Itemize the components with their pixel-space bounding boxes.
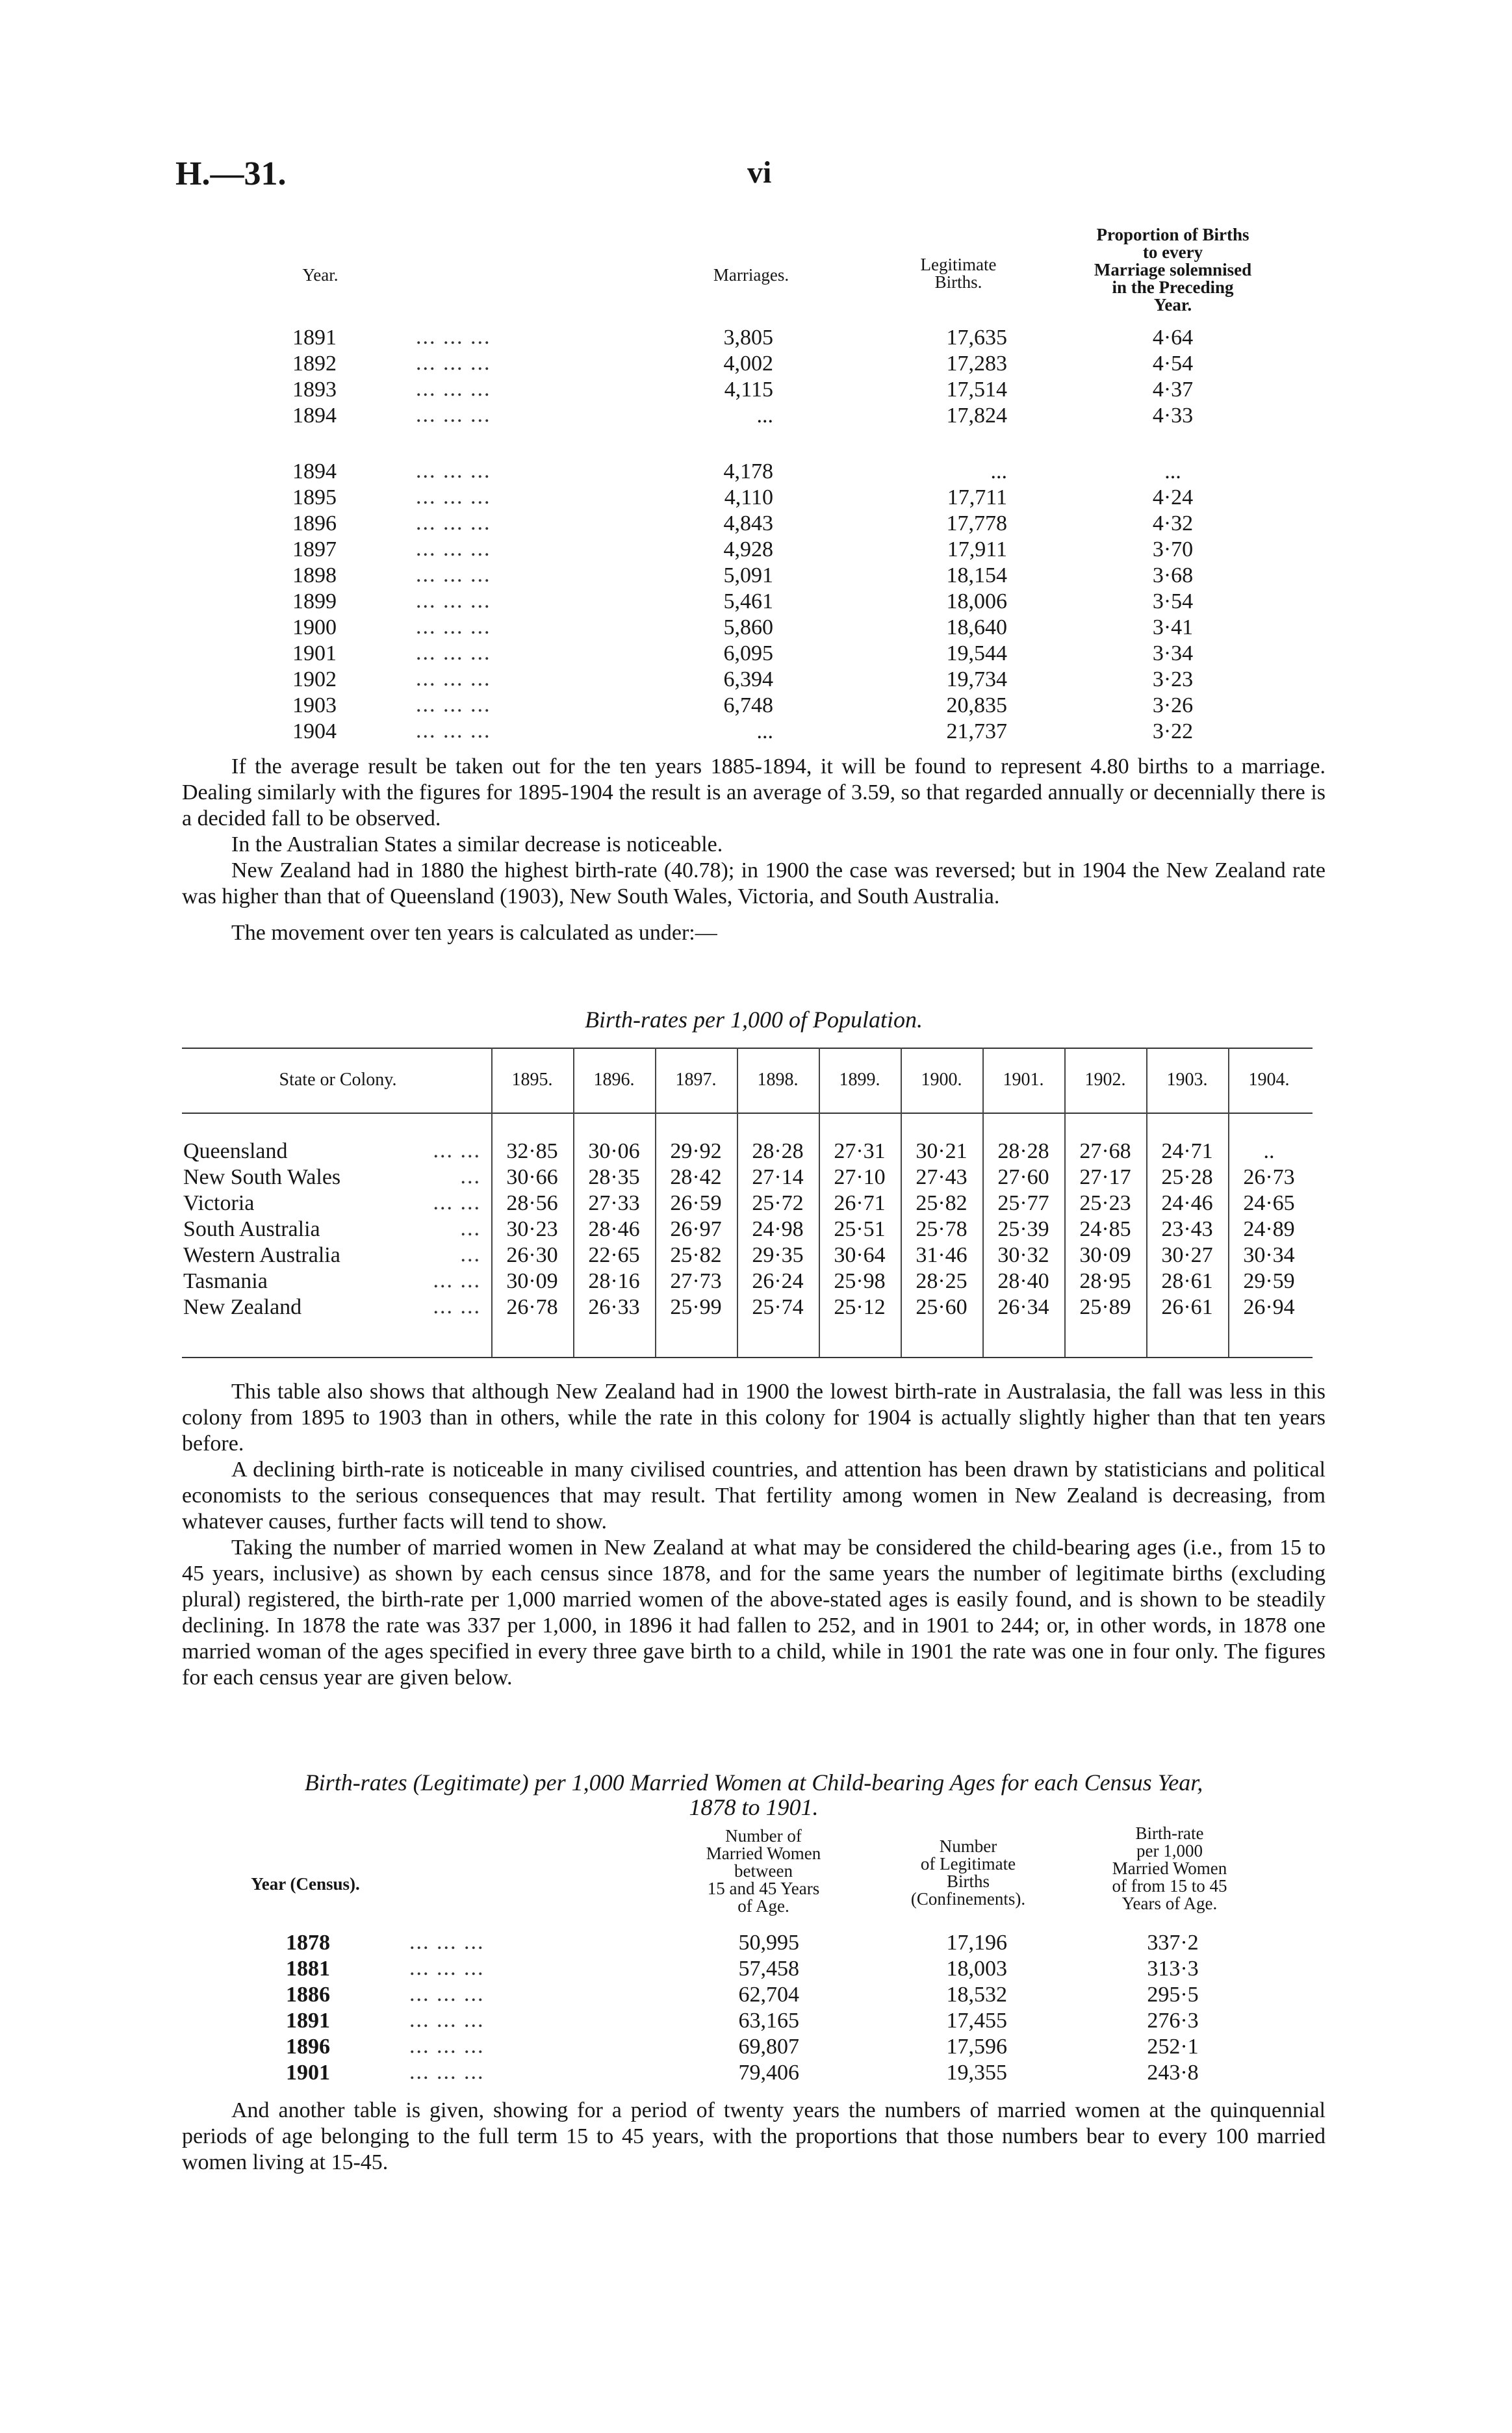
- rate-cell: 24·89: [1243, 1217, 1295, 1241]
- rate-cell: 29·35: [752, 1243, 804, 1267]
- rate-cell: 26·78: [506, 1295, 558, 1319]
- proportion-cell: 4·33: [1152, 404, 1194, 428]
- state-name: Western Australia: [183, 1243, 340, 1267]
- col-header-line: Births: [946, 1872, 990, 1891]
- year-cell: 1892: [292, 352, 337, 376]
- births-cell: 18,006: [946, 589, 1007, 613]
- leader-dots: ... ... ...: [409, 2034, 485, 2058]
- married-women-cell: 62,704: [738, 1983, 799, 2007]
- year-cell: 1897: [292, 537, 337, 561]
- table-caption-birth-rates: Birth-rates per 1,000 of Population.: [585, 1007, 923, 1033]
- rate-cell: 27·31: [834, 1139, 886, 1163]
- col-header-line: per 1,000: [1136, 1841, 1203, 1860]
- rate-cell: 30·09: [506, 1269, 558, 1293]
- caption-line: 1878 to 1901.: [689, 1794, 819, 1820]
- col-header-line: Married Women: [1112, 1859, 1227, 1878]
- rate-cell: 25·23: [1079, 1191, 1131, 1215]
- rate-cell: 30·34: [1243, 1243, 1295, 1267]
- rate-cell: 27·73: [670, 1269, 722, 1293]
- table-row: [0, 1956, 1512, 1982]
- rate-cell: 24·46: [1161, 1191, 1213, 1215]
- col-header-line: Married Women: [706, 1844, 821, 1863]
- leader-dots: ... ... ...: [416, 563, 491, 587]
- rate-cell: 26·30: [506, 1243, 558, 1267]
- leader-dots: ... ...: [433, 1294, 481, 1319]
- leader-dots: ... ... ...: [416, 641, 491, 665]
- births-cell: 18,640: [946, 615, 1007, 639]
- state-name: New South Wales: [183, 1165, 341, 1189]
- leader-dots: ... ...: [433, 1139, 481, 1163]
- col-header-line: Years of Age.: [1121, 1894, 1218, 1913]
- leader-dots: ...: [460, 1165, 481, 1189]
- table-row: [0, 719, 1512, 745]
- rate-cell: 25·39: [997, 1217, 1049, 1241]
- table-row: [0, 377, 1512, 403]
- births-cell: 17,778: [946, 511, 1007, 535]
- col-header-year: 1896.: [593, 1070, 635, 1090]
- table-row: [0, 589, 1512, 615]
- year-cell: 1903: [292, 693, 337, 717]
- state-name: South Australia: [183, 1217, 320, 1241]
- col-header-line: of Legitimate: [920, 1854, 1016, 1873]
- rate-cell: 30·64: [834, 1243, 886, 1267]
- census-year-cell: 1891: [286, 2009, 330, 2033]
- rate-cell: 26·94: [1243, 1295, 1295, 1319]
- census-year-cell: 1896: [286, 2035, 330, 2059]
- births-cell: 19,544: [946, 641, 1007, 665]
- year-cell: 1893: [292, 378, 337, 402]
- state-name: New Zealand: [183, 1295, 302, 1319]
- rate-cell: 25·77: [997, 1191, 1049, 1215]
- text-paragraph: In the Australian States a similar decrease is noticeable.: [231, 832, 723, 856]
- marriages-cell: 4,002: [723, 352, 773, 376]
- rate-cell: 28·25: [916, 1269, 967, 1293]
- table-row: [0, 563, 1512, 589]
- rate-cell: 26·59: [670, 1191, 722, 1215]
- births-cell: 21,737: [946, 719, 1007, 743]
- rate-cell: 23·43: [1161, 1217, 1213, 1241]
- census-year-cell: 1878: [286, 1931, 330, 1955]
- rate-cell: 27·60: [997, 1165, 1049, 1189]
- births-cell: 17,283: [946, 352, 1007, 376]
- rate-cell: 28·28: [997, 1139, 1049, 1163]
- leader-dots: ... ... ...: [416, 511, 491, 535]
- marriages-cell: 4,178: [723, 459, 773, 483]
- col-header-line: of from 15 to 45: [1112, 1876, 1227, 1896]
- marriages-cell: 4,928: [723, 537, 773, 561]
- proportion-cell: 3·26: [1152, 693, 1194, 717]
- year-cell: 1898: [292, 563, 337, 587]
- col-header-proportion-line: Proportion of Births: [1096, 225, 1249, 244]
- year-cell: 1895: [292, 485, 337, 509]
- leader-dots: ... ... ...: [416, 537, 491, 561]
- leader-dots: ... ... ...: [416, 377, 491, 401]
- col-header-births-line: Legitimate: [920, 255, 997, 274]
- leader-dots: ... ... ...: [416, 351, 491, 375]
- table-rule: [182, 1048, 1313, 1049]
- col-header-year: 1900.: [921, 1070, 962, 1090]
- col-header-line: Number: [939, 1836, 997, 1856]
- legit-births-cell: 17,596: [946, 2035, 1007, 2059]
- rate-cell: ..: [1263, 1139, 1275, 1163]
- married-women-cell: 63,165: [738, 2009, 799, 2033]
- rate-cell: 25·12: [834, 1295, 886, 1319]
- table-row: [0, 537, 1512, 563]
- col-header-year: Year.: [302, 265, 339, 285]
- proportion-cell: 3·23: [1152, 667, 1194, 691]
- legit-births-cell: 17,455: [946, 2009, 1007, 2033]
- table-row: [0, 1139, 1512, 1165]
- year-cell: 1902: [292, 667, 337, 691]
- col-header-year: 1901.: [1003, 1070, 1044, 1090]
- table-row: [0, 2060, 1512, 2086]
- legit-births-cell: 19,355: [946, 2061, 1007, 2085]
- rate-cell: 22·65: [588, 1243, 640, 1267]
- rate-cell: 24·65: [1243, 1191, 1295, 1215]
- col-header-proportion-line: to every: [1142, 242, 1203, 262]
- legit-births-cell: 18,003: [946, 1957, 1007, 1981]
- births-cell: 17,514: [946, 378, 1007, 402]
- rate-cell: 26·71: [834, 1191, 886, 1215]
- col-header-census-year: Year (Census).: [251, 1874, 360, 1894]
- rate-cell: 25·28: [1161, 1165, 1213, 1189]
- year-cell: 1894: [292, 459, 337, 483]
- col-header-year: 1902.: [1084, 1070, 1126, 1090]
- col-header-line: between: [734, 1861, 793, 1881]
- year-cell: 1894: [292, 404, 337, 428]
- rate-cell: 28·42: [670, 1165, 722, 1189]
- col-header-line: Number of: [725, 1826, 802, 1846]
- marriages-cell: 4,115: [724, 378, 773, 402]
- married-women-cell: 69,807: [738, 2035, 799, 2059]
- births-cell: 19,734: [946, 667, 1007, 691]
- table-row: [0, 511, 1512, 537]
- col-header-proportion-line: Year.: [1153, 295, 1192, 315]
- births-cell: ...: [990, 459, 1007, 483]
- married-women-cell: 50,995: [738, 1931, 799, 1955]
- rate-cell: 26·73: [1243, 1165, 1295, 1189]
- births-cell: 20,835: [946, 693, 1007, 717]
- table-caption-married-women: [182, 1770, 1326, 1820]
- year-cell: 1891: [292, 326, 337, 350]
- rate-cell: 28·40: [997, 1269, 1049, 1293]
- rate-cell: 32·85: [506, 1139, 558, 1163]
- births-cell: 18,154: [946, 563, 1007, 587]
- col-header-rate: [1072, 1825, 1267, 1912]
- col-header-line: 15 and 45 Years: [707, 1879, 820, 1898]
- year-cell: 1899: [292, 589, 337, 613]
- leader-dots: ... ... ...: [416, 403, 491, 427]
- rate-cell: 30·09: [1079, 1243, 1131, 1267]
- rate-cell: 30·27: [1161, 1243, 1213, 1267]
- rate-cell: 26·97: [670, 1217, 722, 1241]
- state-name: Victoria: [183, 1191, 255, 1215]
- col-header-births-line: Births.: [934, 272, 982, 292]
- table-row: [0, 615, 1512, 641]
- table-row: [0, 1216, 1512, 1242]
- leader-dots: ... ... ...: [416, 485, 491, 509]
- marriages-cell: 5,091: [723, 563, 773, 587]
- leader-dots: ... ... ...: [416, 719, 491, 743]
- leader-dots: ... ...: [433, 1191, 481, 1215]
- table-row: [0, 325, 1512, 351]
- rate-cell: 25·99: [670, 1295, 722, 1319]
- rate-cell: 25·51: [834, 1217, 886, 1241]
- paragraph-1: [182, 754, 1326, 946]
- births-cell: 17,824: [946, 404, 1007, 428]
- proportion-cell: 4·54: [1152, 352, 1194, 376]
- marriages-cell: 4,110: [724, 485, 773, 509]
- census-year-cell: 1886: [286, 1983, 330, 2007]
- leader-dots: ... ... ...: [409, 2008, 485, 2032]
- rate-cell: 27·14: [752, 1165, 804, 1189]
- rate-cell: 25·82: [670, 1243, 722, 1267]
- col-header-year: 1903.: [1166, 1070, 1208, 1090]
- col-header-state: State or Colony.: [279, 1070, 397, 1090]
- marriages-cell: 3,805: [723, 326, 773, 350]
- proportion-cell: 4·24: [1152, 485, 1194, 509]
- state-name: Tasmania: [183, 1269, 268, 1293]
- col-header-births: [884, 256, 1033, 291]
- col-header-line: Birth-rate: [1135, 1823, 1204, 1843]
- table-rule: [182, 1113, 1313, 1114]
- birth-rate-cell: 243·8: [1147, 2061, 1199, 2085]
- birth-rate-cell: 276·3: [1147, 2009, 1199, 2033]
- marriages-cell: 6,394: [723, 667, 773, 691]
- rate-cell: 28·61: [1161, 1269, 1213, 1293]
- table-row: [0, 1268, 1512, 1294]
- col-header-year: 1898.: [757, 1070, 799, 1090]
- legit-births-cell: 17,196: [946, 1931, 1007, 1955]
- col-header-year: 1895.: [511, 1070, 553, 1090]
- proportion-cell: 3·68: [1152, 563, 1194, 587]
- col-header-married-women: [669, 1827, 858, 1915]
- birth-rate-cell: 313·3: [1147, 1957, 1199, 1981]
- page-code: H.—31.: [175, 155, 287, 192]
- proportion-cell: 3·54: [1152, 589, 1194, 613]
- leader-dots: ...: [460, 1216, 481, 1241]
- rate-cell: 30·32: [997, 1243, 1049, 1267]
- married-women-cell: 57,458: [738, 1957, 799, 1981]
- rate-cell: 27·10: [834, 1165, 886, 1189]
- leader-dots: ... ... ...: [409, 1930, 485, 1954]
- rate-cell: 29·59: [1243, 1269, 1295, 1293]
- rate-cell: 28·56: [506, 1191, 558, 1215]
- rate-cell: 29·92: [670, 1139, 722, 1163]
- table-row: [0, 641, 1512, 667]
- birth-rate-cell: 337·2: [1147, 1931, 1199, 1955]
- rate-cell: 25·89: [1079, 1295, 1131, 1319]
- rate-cell: 25·60: [916, 1295, 967, 1319]
- marriages-cell: 6,748: [723, 693, 773, 717]
- leader-dots: ... ... ...: [416, 693, 491, 717]
- col-header-marriages: Marriages.: [713, 265, 789, 285]
- table-row: [0, 351, 1512, 377]
- rate-cell: 26·61: [1161, 1295, 1213, 1319]
- rate-cell: 28·28: [752, 1139, 804, 1163]
- marriages-cell: 5,461: [723, 589, 773, 613]
- table-rule: [182, 1357, 1313, 1358]
- rate-cell: 24·85: [1079, 1217, 1131, 1241]
- marriages-cell: 6,095: [723, 641, 773, 665]
- rate-cell: 26·34: [997, 1295, 1049, 1319]
- rate-cell: 30·23: [506, 1217, 558, 1241]
- table-row: [0, 693, 1512, 719]
- col-header-year: 1899.: [839, 1070, 880, 1090]
- proportion-cell: 3·70: [1152, 537, 1194, 561]
- table-row: [0, 1982, 1512, 2008]
- leader-dots: ... ... ...: [409, 1956, 485, 1980]
- col-header-line: of Age.: [737, 1896, 789, 1916]
- rate-cell: 30·66: [506, 1165, 558, 1189]
- caption-line: Birth-rates (Legitimate) per 1,000 Married Women at Child-bearing Ages for each Census Year,: [304, 1770, 1203, 1796]
- proportion-cell: 3·41: [1152, 615, 1194, 639]
- year-cell: 1901: [292, 641, 337, 665]
- birth-rate-cell: 252·1: [1147, 2035, 1199, 2059]
- paragraph-3: [182, 2098, 1326, 2176]
- rate-cell: 28·95: [1079, 1269, 1131, 1293]
- rate-cell: 25·74: [752, 1295, 804, 1319]
- table-row: [0, 459, 1512, 485]
- col-header-year: 1904.: [1248, 1070, 1290, 1090]
- rate-cell: 27·43: [916, 1165, 967, 1189]
- rate-cell: 26·33: [588, 1295, 640, 1319]
- leader-dots: ... ... ...: [409, 2060, 485, 2084]
- marriages-cell: 4,843: [723, 511, 773, 535]
- rate-cell: 25·72: [752, 1191, 804, 1215]
- text-paragraph: This table also shows that although New Zealand had in 1900 the lowest birth-rate in Australasia, the fall was less in this colony from 1895 to 1903 than in others, while the rate in this colony for 1904 is actually slightly higher than that ten years before.: [182, 1380, 1326, 1456]
- table-row: [0, 1242, 1512, 1268]
- text-paragraph: A declining birth-rate is noticeable in many civilised countries, and attention has been drawn by statisticians and political economists to the serious consequences that may result. That fertility among women in New Zealand is decreasing, from whatever causes, further facts will tend to show.: [182, 1458, 1326, 1534]
- rate-cell: 27·17: [1079, 1165, 1131, 1189]
- table-row: [0, 667, 1512, 693]
- col-header-legit-births: [884, 1838, 1053, 1908]
- rate-cell: 24·98: [752, 1217, 804, 1241]
- table-row: [0, 1930, 1512, 1956]
- table-row: [0, 1191, 1512, 1216]
- proportion-cell: 4·32: [1152, 511, 1194, 535]
- page-number: vi: [747, 155, 772, 190]
- col-header-proportion-line: in the Preceding: [1112, 277, 1234, 297]
- rate-cell: 25·78: [916, 1217, 967, 1241]
- col-header-proportion: [1066, 226, 1280, 314]
- leader-dots: ... ... ...: [416, 615, 491, 639]
- col-header-year: 1897.: [675, 1070, 717, 1090]
- leader-dots: ... ... ...: [416, 589, 491, 613]
- legit-births-cell: 18,532: [946, 1983, 1007, 2007]
- marriages-cell: ...: [756, 404, 773, 428]
- table-row: [0, 485, 1512, 511]
- leader-dots: ...: [460, 1242, 481, 1267]
- table-row: [0, 403, 1512, 429]
- leader-dots: ... ... ...: [416, 667, 491, 691]
- rate-cell: 31·46: [916, 1243, 967, 1267]
- rate-cell: 30·21: [916, 1139, 967, 1163]
- rate-cell: 30·06: [588, 1139, 640, 1163]
- proportion-cell: 4·37: [1152, 378, 1194, 402]
- leader-dots: ... ... ...: [416, 325, 491, 349]
- census-year-cell: 1901: [286, 2061, 330, 2085]
- table-row: [0, 1294, 1512, 1320]
- census-year-cell: 1881: [286, 1957, 330, 1981]
- rate-cell: 28·16: [588, 1269, 640, 1293]
- rate-cell: 26·24: [752, 1269, 804, 1293]
- births-cell: 17,635: [946, 326, 1007, 350]
- table-row: [0, 2008, 1512, 2034]
- rate-cell: 25·82: [916, 1191, 967, 1215]
- proportion-cell: 3·22: [1152, 719, 1194, 743]
- rate-cell: 28·35: [588, 1165, 640, 1189]
- text-paragraph: The movement over ten years is calculated as under:—: [231, 921, 717, 945]
- text-paragraph: And another table is given, showing for a period of twenty years the numbers of married women at the quinquennial periods of age belonging to the full term 15 to 45 years, with the proportions that those numbers bear to every 100 married women living at 15-45.: [182, 2098, 1326, 2174]
- text-paragraph: Taking the number of married women in New Zealand at what may be considered the child-bearing ages (i.e., from 15 to 45 years, inclusive) as shown by each census since 1878, and for the same years the number of legitimate births (excluding plural) registered, the birth-rate per 1,000 married women of the above-stated ages is easily found, and is shown to be steadily declining. In 1878 the rate was 337 per 1,000, in 1896 it had fallen to 252, and in 1901 to 244; or, in other words, in 1878 one married woman of the ages specified in every three gave birth to a child, while in 1901 the rate was one in four only. The figures for each census year are given below.: [182, 1536, 1326, 1690]
- rate-cell: 28·46: [588, 1217, 640, 1241]
- text-paragraph: If the average result be taken out for the ten years 1885-1894, it will be found to represent 4.80 births to a marriage. Dealing similarly with the figures for 1895-1904 the result is an average of 3.59, so that regarded annually or decennially there is a decided fall to be observed.: [182, 754, 1326, 830]
- col-header-line: (Confinements).: [910, 1889, 1026, 1909]
- text-paragraph: New Zealand had in 1880 the highest birth-rate (40.78); in 1900 the case was reversed; but in 1904 the New Zealand rate was higher than that of Queensland (1903), New South Wales, Victoria, and South Australia.: [182, 858, 1326, 908]
- state-name: Queensland: [183, 1139, 288, 1163]
- year-cell: 1904: [292, 719, 337, 743]
- marriages-cell: ...: [756, 719, 773, 743]
- rate-cell: 25·98: [834, 1269, 886, 1293]
- rate-cell: 24·71: [1161, 1139, 1213, 1163]
- married-women-cell: 79,406: [738, 2061, 799, 2085]
- leader-dots: ... ... ...: [416, 459, 491, 483]
- table-row: [0, 2034, 1512, 2060]
- births-cell: 17,911: [947, 537, 1007, 561]
- year-cell: 1896: [292, 511, 337, 535]
- paragraph-2: [182, 1379, 1326, 1691]
- col-header-proportion-line: Marriage solemnised: [1094, 260, 1252, 279]
- rate-cell: 27·33: [588, 1191, 640, 1215]
- leader-dots: ... ... ...: [409, 1982, 485, 2006]
- proportion-cell: 3·34: [1152, 641, 1194, 665]
- birth-rate-cell: 295·5: [1147, 1983, 1199, 2007]
- births-cell: 17,711: [947, 485, 1007, 509]
- year-cell: 1900: [292, 615, 337, 639]
- rate-cell: 27·68: [1079, 1139, 1131, 1163]
- marriages-cell: 5,860: [723, 615, 773, 639]
- proportion-cell: ...: [1164, 459, 1181, 483]
- proportion-cell: 4·64: [1152, 326, 1194, 350]
- table-row: [0, 1165, 1512, 1191]
- leader-dots: ... ...: [433, 1268, 481, 1293]
